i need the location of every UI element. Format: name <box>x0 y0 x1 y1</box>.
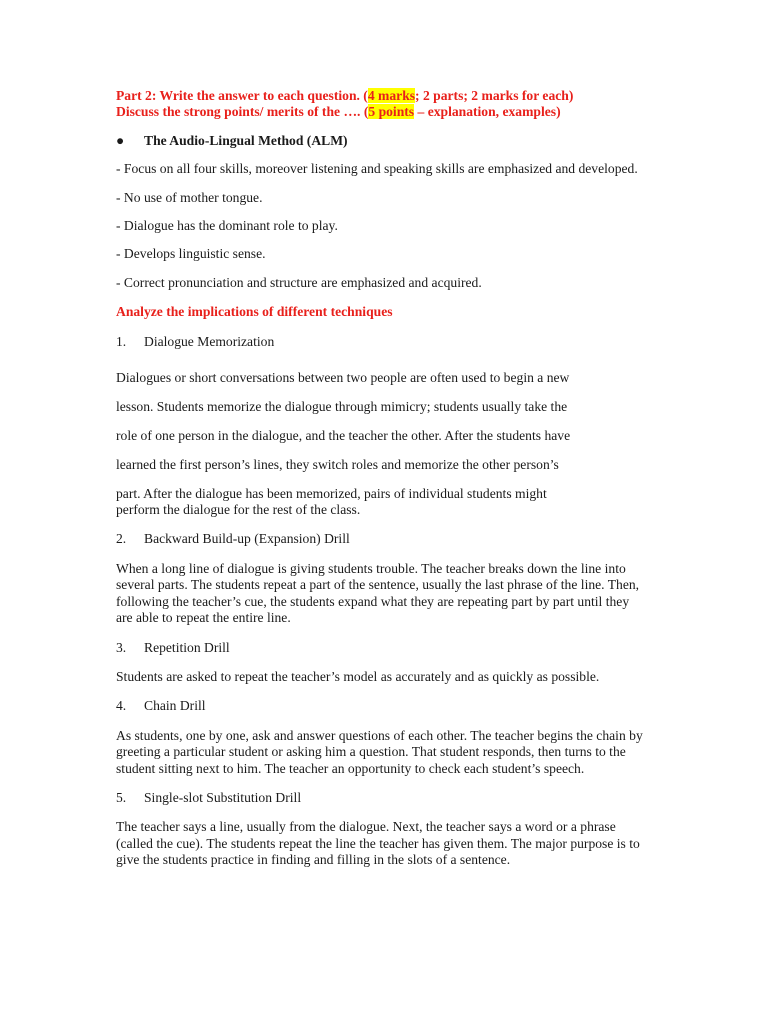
technique-title: Dialogue Memorization <box>144 333 275 349</box>
description-line: part. After the dialogue has been memorized, pairs of individual students might <box>116 486 547 502</box>
method-title: The Audio-Lingual Method (ALM) <box>144 132 348 148</box>
technique-title: Single-slot Substitution Drill <box>144 789 302 805</box>
technique-number: 5. <box>116 789 127 805</box>
question-header <box>116 88 646 121</box>
document-page <box>116 88 646 869</box>
merit-item: - No use of mother tongue. <box>116 189 263 205</box>
question-line-1-text: Part 2: Write the answer to each question. ( <box>116 88 368 103</box>
question-line-1 <box>116 88 646 104</box>
description-line: role of one person in the dialogue, and the teacher the other. After the students have <box>116 428 571 444</box>
merit-item: - Dialogue has the dominant role to play. <box>116 218 338 234</box>
description-line: lesson. Students memorize the dialogue through mimicry; students usually take the <box>116 399 568 415</box>
analyze-heading: Analyze the implications of different techniques <box>116 304 393 320</box>
method-bullet <box>116 133 646 149</box>
merit-item: - Correct pronunciation and structure are emphasized and acquired. <box>116 274 482 290</box>
technique-title: Backward Build-up (Expansion) Drill <box>144 531 350 547</box>
technique-number: 1. <box>116 333 127 349</box>
technique-heading <box>116 790 646 806</box>
technique-number: 3. <box>116 639 127 655</box>
technique-heading <box>116 531 646 547</box>
technique-description: Students are asked to repeat the teacher’s model as accurately and as quickly as possible. <box>116 668 600 684</box>
technique-description: When a long line of dialogue is giving students trouble. The teacher breaks down the line into several parts. The students repeat a part of the sentence, usually the last phrase of the line. Then, following the teacher’s cue, the students expand what they are repeating part by part until they are able to repeat the entire line. <box>116 560 640 626</box>
merit-item: - Focus on all four skills, moreover listening and speaking skills are emphasized and developed. <box>116 161 638 177</box>
merit-item: - Develops linguistic sense. <box>116 246 266 262</box>
bullet-dot-icon: ● <box>116 132 125 148</box>
technique-number: 4. <box>116 698 127 714</box>
technique-title: Chain Drill <box>144 698 206 714</box>
description-line: learned the first person’s lines, they switch roles and memorize the other person’s <box>116 457 559 473</box>
technique-heading <box>116 698 646 714</box>
technique-heading <box>116 640 646 656</box>
technique-description: As students, one by one, ask and answer questions of each other. The teacher begins the chain by greeting a particular student or asking him a question. That student responds, then turns to the student sitting next to him. The teacher an opportunity to check each student’s speech. <box>116 727 643 776</box>
question-line-2 <box>116 104 646 120</box>
question-line-2-text: Discuss the strong points/ merits of the …. ( <box>116 104 369 120</box>
highlight-5-points: 5 points <box>368 104 415 120</box>
question-line-2-tail: – explanation, examples) <box>414 104 561 120</box>
technique-description: The teacher says a line, usually from the dialogue. Next, the teacher says a word or a phrase (called the cue). The students repeat the line the teacher has given them. The major purpose is to give the students practice in finding and filling in the slots of a sentence. <box>116 819 640 868</box>
technique-number: 2. <box>116 531 127 547</box>
question-line-1-tail: ; 2 parts; 2 marks for each) <box>415 88 574 103</box>
description-line: Dialogues or short conversations between two people are often used to begin a new <box>116 370 570 386</box>
technique-description <box>116 363 646 518</box>
description-line: perform the dialogue for the rest of the class. <box>116 502 361 518</box>
highlight-4-marks: 4 marks <box>367 88 416 103</box>
technique-heading <box>116 334 646 350</box>
technique-title: Repetition Drill <box>144 639 230 655</box>
